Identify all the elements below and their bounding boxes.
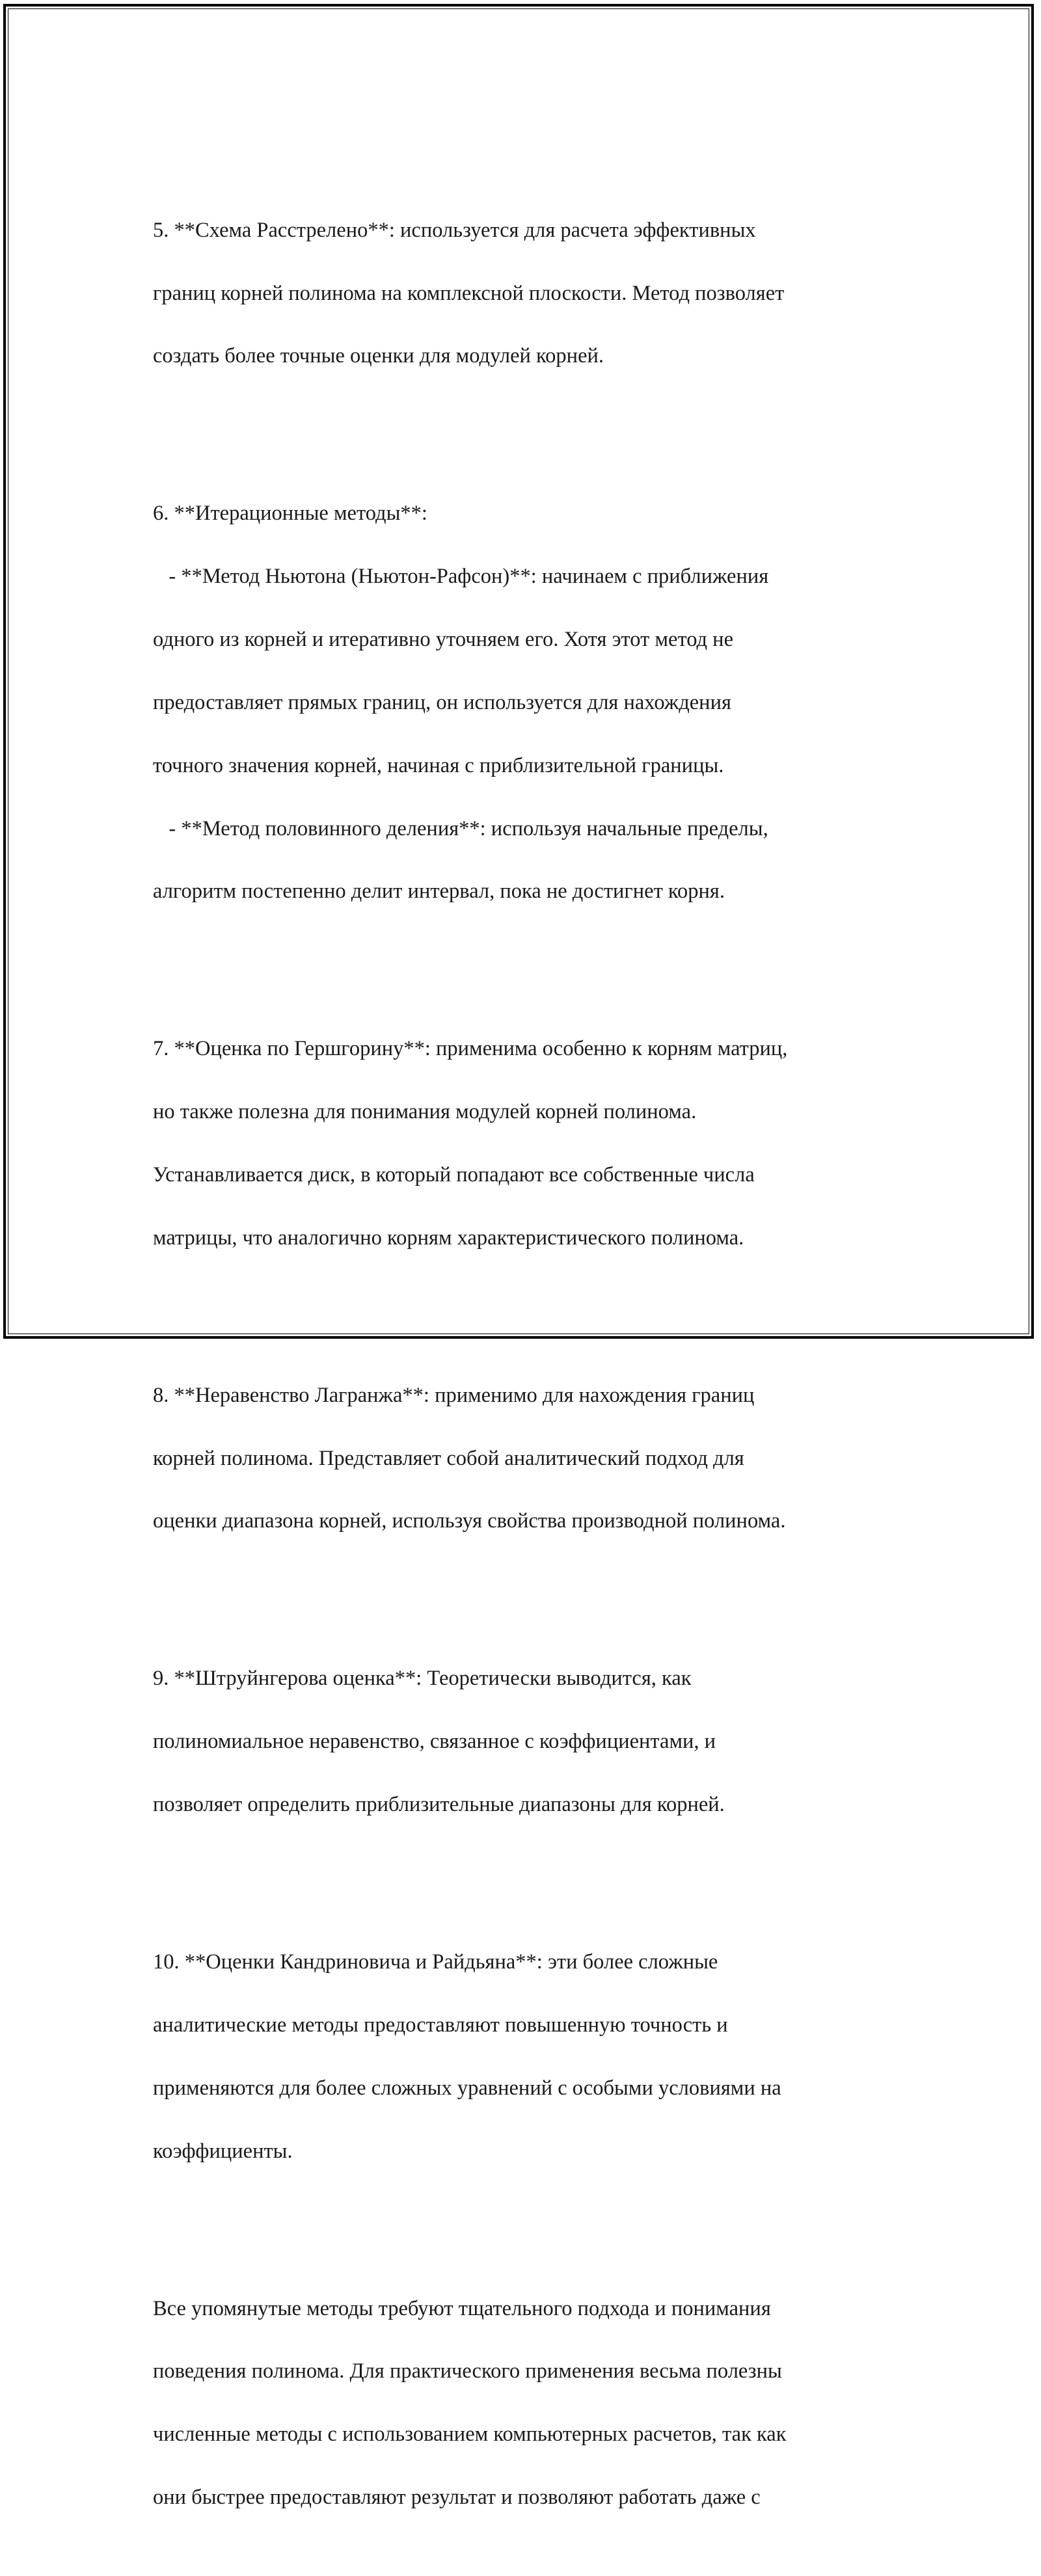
text-line: аналитические методы предоставляют повышенную точность и bbox=[153, 2013, 728, 2037]
text-line: позволяет определить приблизительные диапазоны для корней. bbox=[153, 1793, 725, 1817]
text-line: 7. **Оценка по Гершгорину**: применима особенно к корням матриц, bbox=[153, 1037, 788, 1061]
text-line: численные методы с использованием компьютерных расчетов, так как bbox=[153, 2422, 787, 2447]
paragraph-7 bbox=[153, 1002, 882, 1285]
text-line: Устанавливается диск, в который попадают все собственные числа bbox=[153, 1162, 755, 1187]
text-line: поведения полинома. Для практического применения весьма полезны bbox=[153, 2359, 782, 2383]
paragraph-6 bbox=[153, 466, 882, 939]
text-line: Все упомянутые методы требуют тщательного подхода и понимания bbox=[153, 2296, 771, 2320]
paragraph-10 bbox=[153, 1915, 882, 2199]
text-line: одного из корней и итеративно уточняем его. Хотя этот метод не bbox=[153, 628, 734, 652]
text-line: матрицы, что аналогично корням характеристического полинома. bbox=[153, 1226, 744, 1250]
text-line: границ корней полинома на комплексной плоскости. Метод позволяет bbox=[153, 281, 785, 305]
text-line: полиномиальное неравенство, связанное с коэффициентами, и bbox=[153, 1730, 716, 1754]
text-line: 6. **Итерационные методы**: bbox=[153, 502, 427, 526]
text-line: они быстрее предоставляют результат и позволяют работать даже с bbox=[153, 2485, 761, 2509]
text-line: алгоритм постепенно делит интервал, пока не достигнет корня. bbox=[153, 879, 725, 904]
text-line: 8. **Неравенство Лагранжа**: применимо для нахождения границ bbox=[153, 1383, 755, 1407]
text-line: применяются для более сложных уравнений с особыми условиями на bbox=[153, 2076, 781, 2100]
text-line: 10. **Оценки Кандриновича и Райдьяна**: эти более сложные bbox=[153, 1950, 718, 1974]
text-line: корней полинома. Представляет собой аналитический подход для bbox=[153, 1446, 744, 1470]
paragraph-conclusion bbox=[153, 2261, 882, 2545]
paragraph-9 bbox=[153, 1631, 882, 1852]
text-line: создать более точные оценки для модулей корней. bbox=[153, 344, 604, 368]
text-line: точного значения корней, начиная с приблизительной границы. bbox=[153, 753, 724, 777]
paragraph-8 bbox=[153, 1348, 882, 1568]
paragraph-5 bbox=[153, 183, 882, 403]
text-line: - **Метод половинного деления**: используя начальные пределы, bbox=[153, 816, 768, 840]
document-body bbox=[153, 152, 882, 2576]
text-line: 9. **Штруйнгерова оценка**: Теоретически выводится, как bbox=[153, 1667, 692, 1691]
text-line: 5. **Схема Расстрелено**: используется для расчета эффективных bbox=[153, 218, 756, 242]
text-line: но также полезна для понимания модулей корней полинома. bbox=[153, 1100, 697, 1124]
text-line: предоставляет прямых границ, он используется для нахождения bbox=[153, 690, 731, 714]
text-line: - **Метод Ньютона (Ньютон-Рафсон)**: начинаем с приближения bbox=[153, 565, 769, 589]
text-line: оценки диапазона корней, используя свойства производной полинома. bbox=[153, 1509, 786, 1533]
text-line: коэффициенты. bbox=[153, 2139, 293, 2163]
